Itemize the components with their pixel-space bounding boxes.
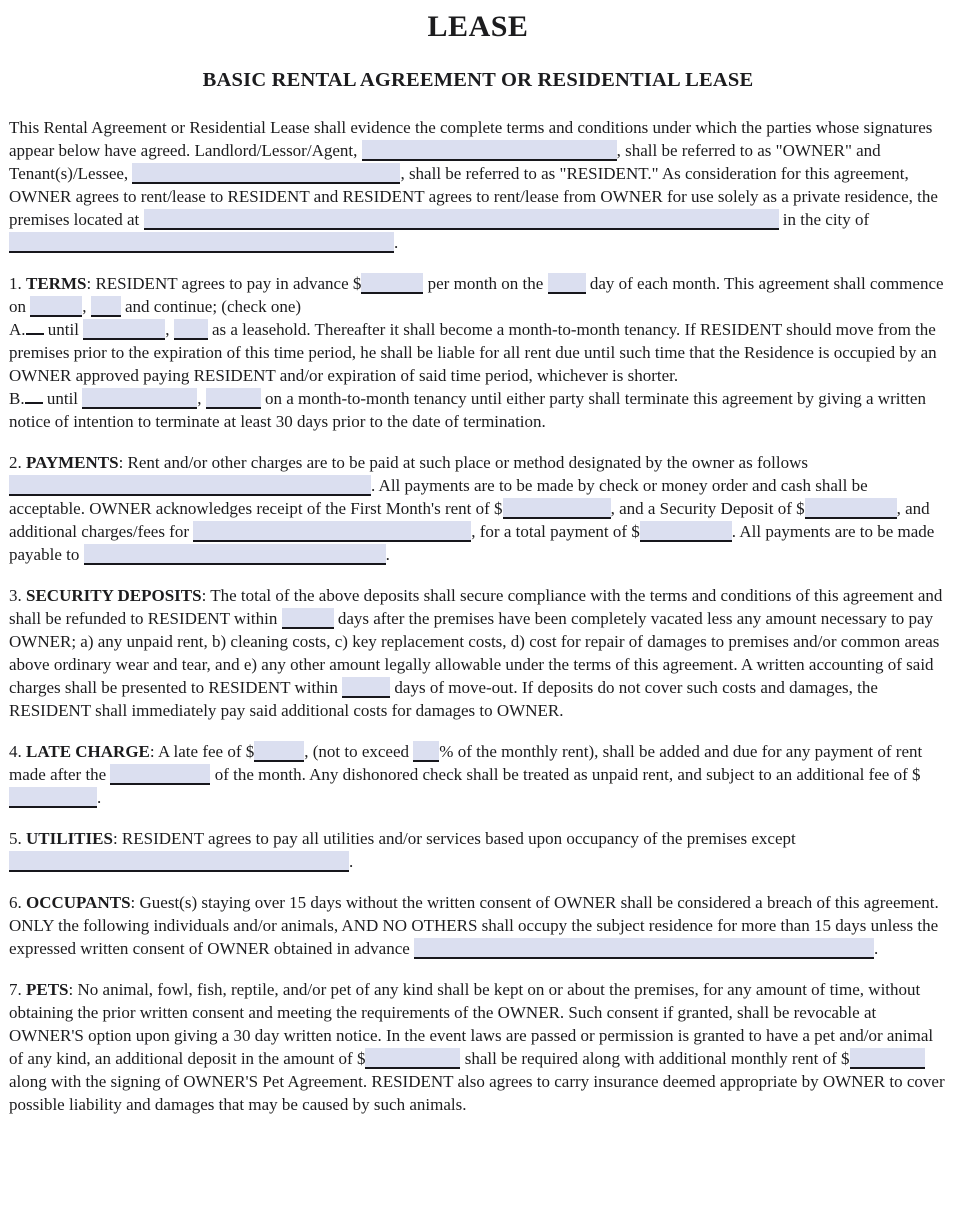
document-content	[9, 116, 947, 1116]
text-run: .	[349, 852, 354, 871]
text-run: in the city of	[778, 210, 870, 229]
section-payments	[9, 451, 947, 566]
first-month-rent-field[interactable]	[503, 498, 611, 519]
text-run: , for a total payment of $	[471, 522, 640, 541]
section-keyword: TERMS	[26, 274, 87, 293]
section-terms	[9, 272, 947, 433]
security-deposit-field[interactable]	[805, 498, 897, 519]
section-security-deposits	[9, 584, 947, 722]
premises-address-field[interactable]	[144, 209, 339, 230]
utilities-exceptions-field[interactable]	[9, 851, 349, 872]
text-run: .	[97, 788, 102, 807]
section-late-charge	[9, 740, 947, 809]
text-run: This Rental Agreement or Residential Lease shall evidence the complete terms and conditions under which the parties whose signatures appear below have agreed. Landlord/Lessor/Agent,	[9, 118, 933, 160]
terms-paragraph-2	[9, 318, 947, 387]
text-run: 1.	[9, 274, 26, 293]
text-run: A.	[9, 320, 26, 339]
text-run: . All payments are to be made by check or money order and cash shall be acceptable. OWNER acknowledges receipt of the First Month's rent of $	[9, 476, 868, 518]
text-run: per month on the	[423, 274, 548, 293]
text-run: : Guest(s) staying over 15 days without the written consent of OWNER shall be considered a breach of this agreement. ONLY the following individuals and/or animals, AND NO OTHERS shall occupy the subject residence for more than 15 days unless the expressed written consent of OWNER obtained in advance	[9, 893, 939, 958]
landlord-name-field[interactable]	[362, 140, 617, 161]
text-run: : A late fee of $	[149, 742, 255, 761]
text-run: shall be required along with additional monthly rent of $	[460, 1049, 850, 1068]
terms-paragraph-1	[9, 272, 947, 318]
pets-paragraph-1	[9, 978, 947, 1116]
dishonored-check-fee-field[interactable]	[9, 787, 97, 808]
tenant-name-field[interactable]	[132, 163, 400, 184]
document-title: LEASE	[427, 10, 529, 43]
text-run: .	[394, 233, 399, 252]
late-charge-paragraph-1	[9, 740, 947, 809]
city-field[interactable]	[9, 232, 394, 253]
payment-method-field[interactable]	[9, 475, 371, 496]
text-run: , and additional charges/fees for	[9, 499, 930, 541]
text-run: : RESIDENT agrees to pay all utilities and/or services based upon occupancy of the premises except	[112, 829, 796, 848]
text-run: % of the monthly rent), shall be added and due for any payment of rent made after the	[9, 742, 923, 784]
pet-deposit-field[interactable]	[365, 1048, 460, 1069]
text-run: days after the premises have been completely vacated less any amount necessary to pay OWNER; a) any unpaid rent, b) cleaning costs, c) key replacement costs, d) cost for repair of damages to premises and/or common areas above ordinary wear and tear, and e) any other amount legally allowable under the terms of this agreement. A written accounting of said charges shall be presented to RESIDENT within	[9, 609, 940, 697]
leasehold-until-year-field[interactable]	[174, 319, 208, 340]
text-run: until	[42, 389, 83, 408]
section-keyword: PETS	[26, 980, 69, 999]
section-pets	[9, 978, 947, 1116]
text-run: B.	[9, 389, 25, 408]
section-keyword: UTILITIES	[26, 829, 113, 848]
text-run: ,	[197, 389, 206, 408]
month-to-month-until-date-field[interactable]	[82, 388, 197, 409]
text-run: on a month-to-month tenancy until either party shall terminate this agreement by giving a written notice of intention to terminate at least 30 days prior to the date of termination.	[9, 389, 926, 431]
payable-to-field[interactable]	[84, 544, 386, 565]
late-percent-field[interactable]	[413, 741, 439, 762]
text-run: : Rent and/or other charges are to be paid at such place or method designated by the owner as follows	[118, 453, 808, 472]
section-keyword: LATE CHARGE	[26, 742, 150, 761]
late-after-day-field[interactable]	[110, 764, 210, 785]
text-run: : The total of the above deposits shall secure compliance with the terms and conditions of this agreement and shall be refunded to RESIDENT within	[9, 586, 943, 628]
text-run: , and a Security Deposit of $	[610, 499, 805, 518]
section-keyword: OCCUPANTS	[26, 893, 131, 912]
text-run: 7.	[9, 980, 26, 999]
intro-paragraph-1	[9, 116, 947, 254]
occupants-list-field[interactable]	[414, 938, 874, 959]
section-keyword: SECURITY DEPOSITS	[26, 586, 202, 605]
late-fee-field[interactable]	[254, 741, 304, 762]
premises-address-field-2[interactable]	[339, 209, 779, 230]
text-run: 3.	[9, 586, 26, 605]
text-run: , (not to exceed	[304, 742, 414, 761]
text-run: of the month. Any dishonored check shall be treated as unpaid rent, and subject to an additional fee of $	[210, 765, 921, 784]
additional-charges-field[interactable]	[193, 521, 471, 542]
document-subtitle: BASIC RENTAL AGREEMENT OR RESIDENTIAL LEASE	[202, 69, 754, 91]
text-run: .	[385, 545, 390, 564]
month-to-month-until-year-field[interactable]	[206, 388, 261, 409]
text-run: days of move-out. If deposits do not cover such costs and damages, the RESIDENT shall immediately pay said additional costs for damages to OWNER.	[9, 678, 878, 720]
refund-days-field[interactable]	[282, 608, 334, 629]
text-run: along with the signing of OWNER'S Pet Agreement. RESIDENT also agrees to carry insurance deemed appropriate by OWNER to cover possible liability and damages that may be caused by such animals.	[9, 1072, 945, 1114]
text-run: as a leasehold. Thereafter it shall become a month-to-month tenancy. If RESIDENT should move from the premises prior to the expiration of this time period, he shall be liable for all rent due until such time that the Residence is occupied by an OWNER approved paying RESIDENT and/or expiration of said time period, whichever is shorter.	[9, 320, 937, 385]
text-run: ,	[82, 297, 91, 316]
commence-date-field[interactable]	[30, 296, 82, 317]
section-intro	[9, 116, 947, 254]
commence-year-field[interactable]	[91, 296, 121, 317]
text-run: , shall be referred to as "RESIDENT." As consideration for this agreement, OWNER agrees to rent/lease to RESIDENT and RESIDENT agrees to rent/lease from OWNER for use solely as a private residence, the premises located at	[9, 164, 938, 229]
text-run: , shall be referred to as "OWNER" and Tenant(s)/Lessee,	[9, 141, 881, 183]
text-run: and continue; (check one)	[120, 297, 302, 316]
section-keyword: PAYMENTS	[26, 453, 119, 472]
terms-paragraph-3	[9, 387, 947, 433]
text-run: until	[43, 320, 84, 339]
security-deposits-paragraph-1	[9, 584, 947, 722]
text-run: : No animal, fowl, fish, reptile, and/or pet of any kind shall be kept on or about the premises, for any amount of time, without obtaining the prior written consent and meeting the requirements of the OWNER. Such consent if granted, shall be revocable at OWNER'S option upon giving a 30 day written notice. In the event laws are passed or permission is granted to have a pet and/or animal of any kind, an additional deposit in the amount of $	[9, 980, 934, 1068]
due-day-field[interactable]	[548, 273, 586, 294]
text-run: . All payments are to be made payable to	[9, 522, 935, 564]
section-utilities	[9, 827, 947, 873]
text-run: 4.	[9, 742, 26, 761]
text-run: 5.	[9, 829, 26, 848]
total-payment-field[interactable]	[640, 521, 732, 542]
utilities-paragraph-1	[9, 827, 947, 873]
text-run: .	[874, 939, 879, 958]
text-run: day of each month. This agreement shall commence on	[9, 274, 944, 316]
occupants-paragraph-1	[9, 891, 947, 960]
text-run: 2.	[9, 453, 26, 472]
payments-paragraph-1	[9, 451, 947, 566]
text-run: 6.	[9, 893, 26, 912]
text-run: : RESIDENT agrees to pay in advance $	[86, 274, 362, 293]
option-b-checkbox[interactable]	[25, 390, 43, 404]
rent-amount-field[interactable]	[361, 273, 423, 294]
pet-monthly-rent-field[interactable]	[850, 1048, 925, 1069]
section-occupants	[9, 891, 947, 960]
text-run: ,	[165, 320, 174, 339]
option-a-checkbox[interactable]	[26, 321, 44, 335]
leasehold-until-date-field[interactable]	[83, 319, 165, 340]
accounting-days-field[interactable]	[342, 677, 390, 698]
